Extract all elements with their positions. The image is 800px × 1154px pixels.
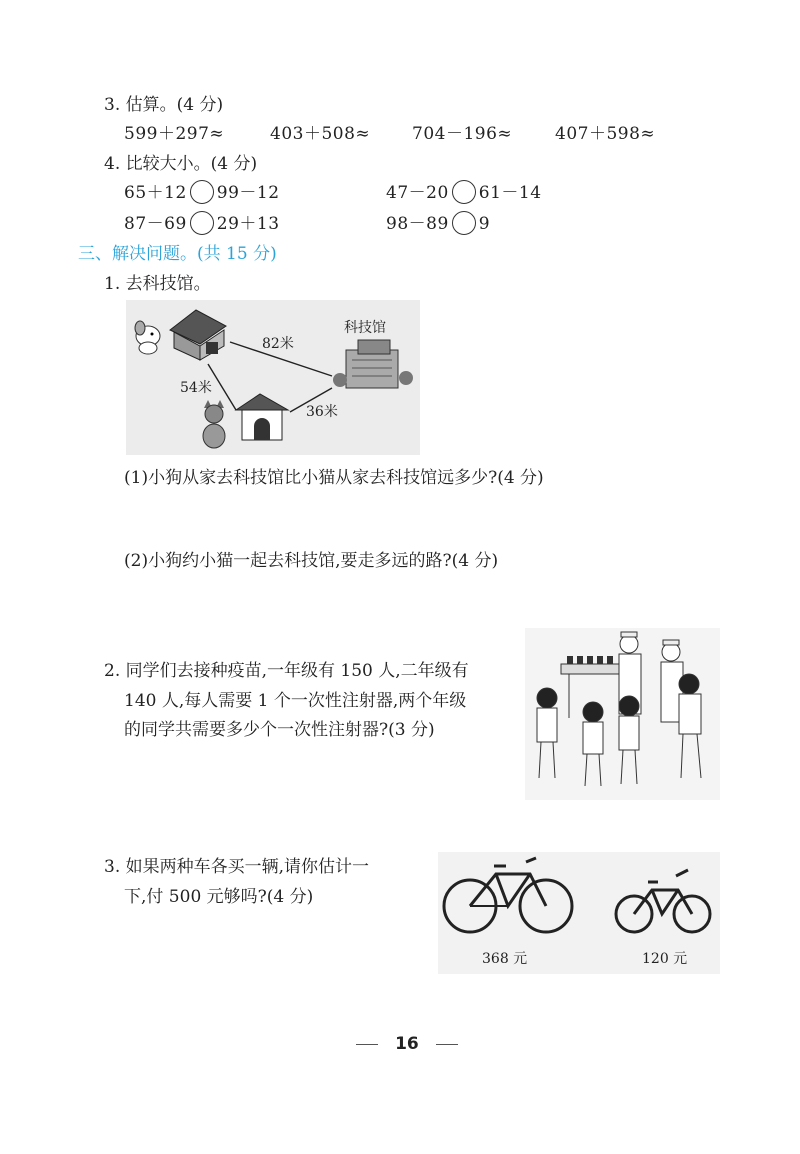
compare-left: 87－69 [124, 214, 187, 234]
compare-item [386, 209, 490, 237]
vaccination-illustration [525, 628, 720, 800]
distance-label-dog-cat: 54米 [180, 380, 212, 396]
divider [356, 1044, 378, 1045]
answer-circle[interactable] [190, 211, 214, 235]
compare-item [124, 209, 280, 237]
q3-item: 599＋297≈ [124, 124, 225, 144]
price-label: 120 元 [642, 951, 688, 967]
q4-title: 4. 比较大小。(4 分) [104, 154, 258, 174]
compare-right: 9 [478, 214, 491, 234]
problem-1-sub-1: (1)小狗从家去科技馆比小猫从家去科技馆远多少?(4 分) [124, 468, 544, 488]
compare-left: 98－89 [386, 214, 449, 234]
problem-1-title: 1. 去科技馆。 [104, 274, 211, 294]
answer-circle[interactable] [452, 180, 476, 204]
compare-right: 61－14 [478, 183, 542, 203]
compare-right: 29＋13 [216, 214, 280, 234]
problem-2-line: 的同学共需要多少个一次性注射器?(3 分) [124, 720, 435, 740]
page-footer [356, 1034, 458, 1054]
distance-label-cat-museum: 36米 [306, 404, 338, 420]
price-label: 368 元 [482, 951, 528, 967]
problem-3-line: 3. 如果两种车各买一辆,请你估计一 [104, 857, 370, 877]
problem-2-line: 140 人,每人需要 1 个一次性注射器,两个年级 [124, 691, 467, 711]
problem-3-line: 下,付 500 元够吗?(4 分) [124, 887, 314, 907]
problem-1-sub-2: (2)小狗约小猫一起去科技馆,要走多远的路?(4 分) [124, 551, 499, 571]
museum-label: 科技馆 [344, 320, 386, 336]
answer-circle[interactable] [190, 180, 214, 204]
compare-left: 65＋12 [124, 183, 187, 203]
q3-item: 403＋508≈ [270, 124, 371, 144]
compare-right: 99－12 [216, 183, 280, 203]
compare-item [124, 178, 280, 206]
distance-label-dog-museum: 82米 [262, 336, 294, 352]
problem-2-line: 2. 同学们去接种疫苗,一年级有 150 人,二年级有 [104, 661, 469, 681]
compare-item [386, 178, 542, 206]
map-illustration [126, 300, 420, 455]
q3-item: 704－196≈ [412, 124, 513, 144]
q3-item: 407＋598≈ [555, 124, 656, 144]
q3-title: 3. 估算。(4 分) [104, 95, 224, 115]
divider [436, 1044, 458, 1045]
page-number: 16 [395, 1034, 419, 1054]
compare-left: 47－20 [386, 183, 449, 203]
section-title: 三、解决问题。(共 15 分) [78, 244, 277, 264]
answer-circle[interactable] [452, 211, 476, 235]
